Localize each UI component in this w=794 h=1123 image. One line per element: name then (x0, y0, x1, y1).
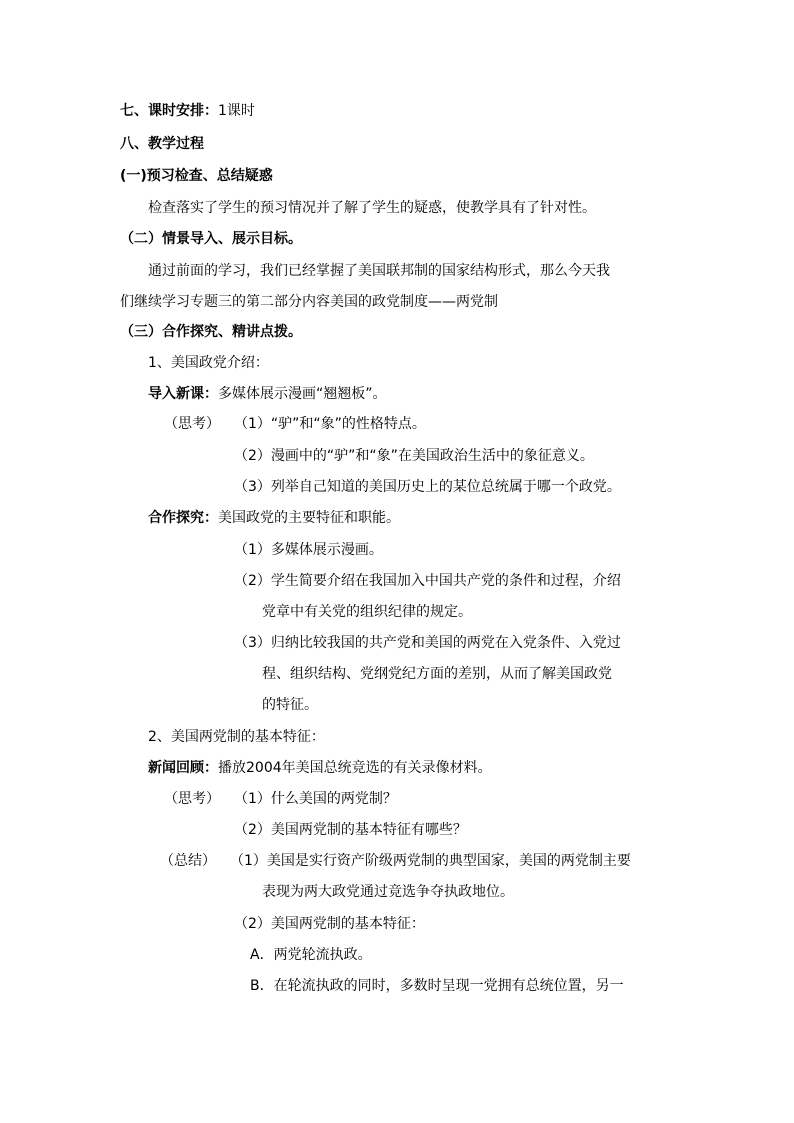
item1-think-q1: （1）“驴”和“象”的性格特点。 (234, 416, 426, 432)
summary-label: （总结） (160, 853, 216, 869)
section7-heading: 七、课时安排： (120, 103, 218, 119)
coop-item-3-line2: 程、组织结构、党纲党纪方面的差别，从而了解美国政党 (262, 666, 612, 682)
coop-item-1: （1）多媒体展示漫画。 (234, 542, 383, 558)
item1-title: 1、美国政党介绍： (148, 355, 269, 371)
item2-title: 2、美国两党制的基本特征： (148, 729, 325, 745)
intro-label: 导入新课： (148, 386, 218, 402)
item1-intro (148, 384, 387, 404)
item1-think-label: （思考） (164, 416, 220, 432)
coop-label: 合作探究： (148, 510, 218, 526)
intro-text: 多媒体展示漫画“翘翘板”。 (218, 386, 387, 402)
news-label: 新闻回顾： (148, 760, 218, 776)
summary-1-line2: 表现为两大政党通过竞选争夺执政地位。 (262, 884, 514, 900)
news-text: 播放2004年美国总统竞选的有关录像材料。 (218, 760, 492, 776)
item1-coop (148, 508, 400, 528)
part2-text-line2: 们继续学习专题三的第二部分内容美国的政党制度——两党制 (120, 294, 498, 310)
item2-think-q1: （1）什么美国的两党制？ (234, 791, 397, 807)
section7-value: 1课时 (218, 103, 255, 119)
item2-news (148, 758, 492, 778)
item1-think-q3: （3）列举自己知道的美国历史上的某位总统属于哪一个政党。 (234, 479, 621, 495)
item2-think-q2: （2）美国两党制的基本特征有哪些？ (234, 822, 467, 838)
coop-item-2-line1: （2）学生简要介绍在我国加入中国共产党的条件和过程，介绍 (234, 573, 621, 589)
part2-text-line1: 通过前面的学习，我们已经掌握了美国联邦制的国家结构形式，那么今天我 (148, 263, 610, 279)
part2-heading: （二）情景导入、展示目标。 (120, 231, 302, 247)
summary-2b: B．在轮流执政的同时，多数时呈现一党拥有总统位置，另一 (250, 978, 624, 994)
section7-line (120, 101, 255, 121)
summary-2a: A．两党轮流执政。 (250, 947, 372, 963)
summary-2: （2）美国两党制的基本特征： (234, 916, 425, 932)
item2-think-label: （思考） (164, 791, 220, 807)
summary-1-line1: （1）美国是实行资产阶级两党制的典型国家，美国的两党制主要 (230, 853, 631, 869)
part1-text: 检查落实了学生的预习情况并了解了学生的疑惑，使教学具有了针对性。 (148, 200, 596, 216)
section8-heading: 八、教学过程 (120, 136, 204, 152)
coop-item-3-line1: （3）归纳比较我国的共产党和美国的两党在入党条件、入党过 (234, 635, 621, 651)
part3-heading: （三）合作探究、精讲点拨。 (120, 324, 302, 340)
coop-item-3-line3: 的特征。 (262, 697, 318, 713)
item1-think-q2: （2）漫画中的“驴”和“象”在美国政治生活中的象征意义。 (234, 448, 594, 464)
part1-heading: (一)预习检查、总结疑惑 (120, 168, 273, 184)
coop-item-2-line2: 党章中有关党的组织纪律的规定。 (262, 604, 472, 620)
coop-text: 美国政党的主要特征和职能。 (218, 510, 400, 526)
